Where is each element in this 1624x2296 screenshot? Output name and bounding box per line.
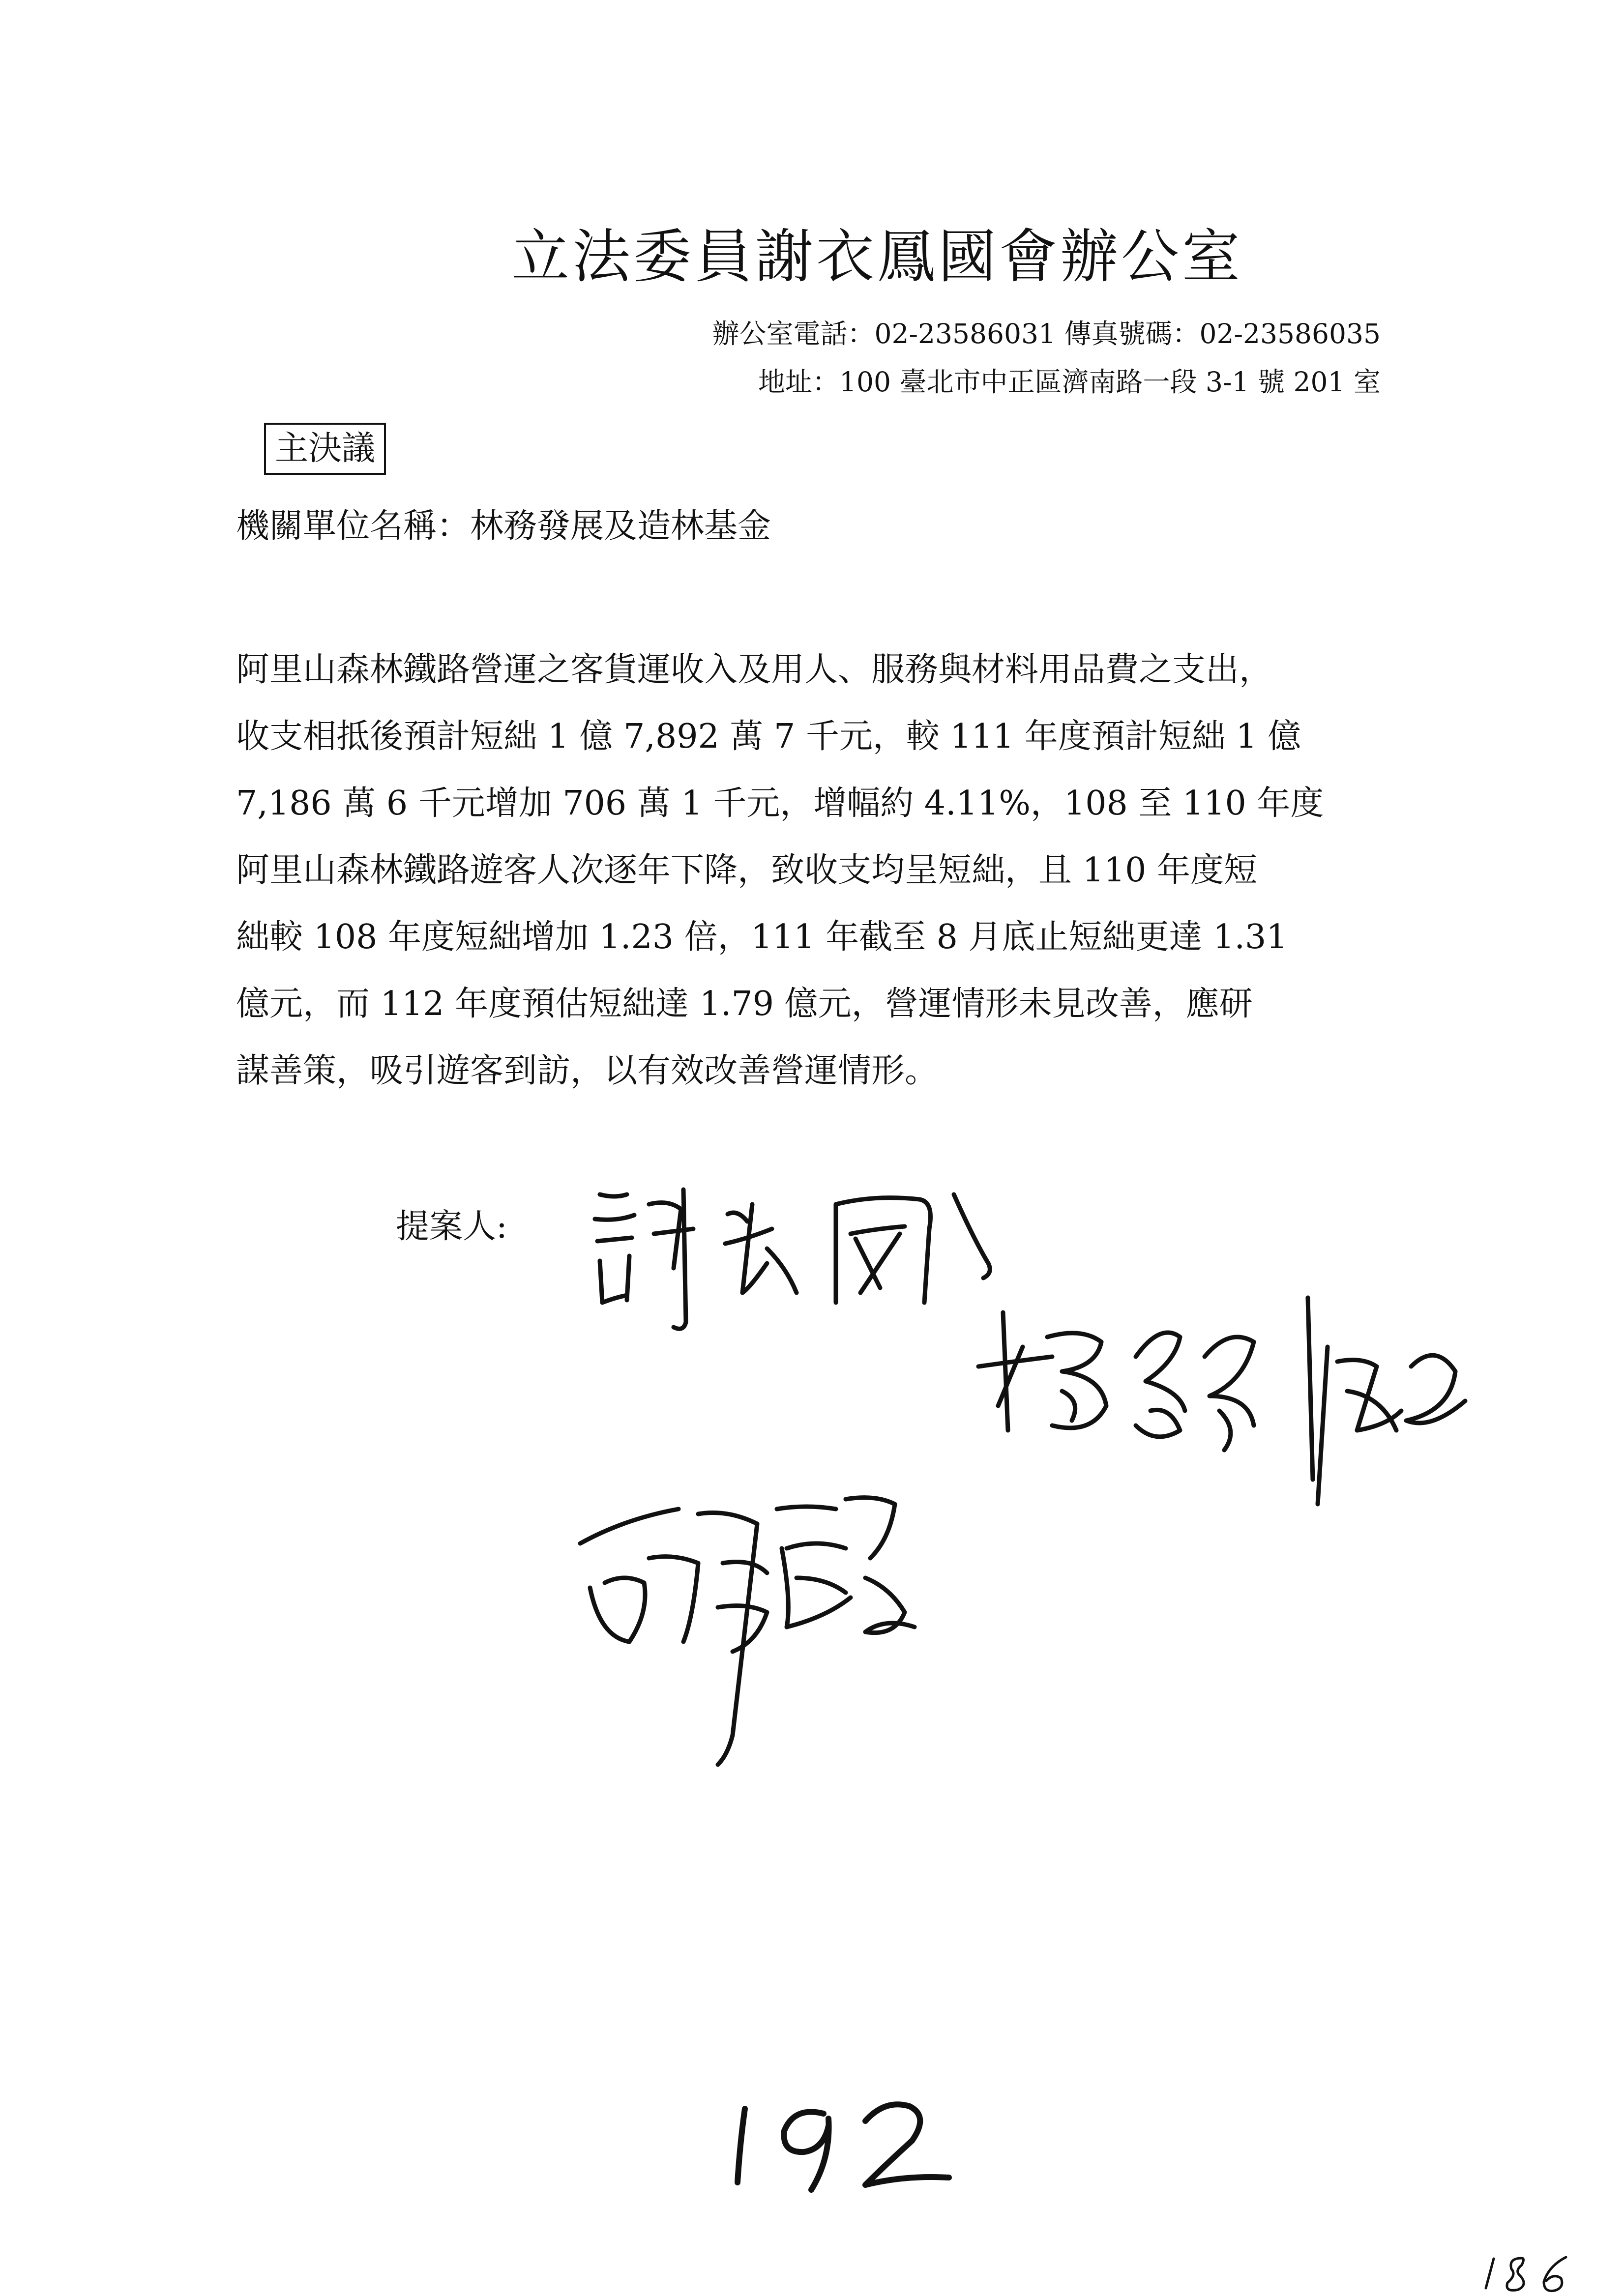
body-line: 億元，而 112 年度預估短絀達 1.79 億元，營運情形未見改善，應研 [236,985,1253,1023]
signature-2 [974,1283,1475,1529]
proposer-label: 提案人: [396,1207,507,1246]
letterhead-address: 地址：100 臺北市中正區濟南路一段 3-1 號 201 室 [758,366,1381,398]
body-line: 收支相抵後預計短絀 1 億 7,892 萬 7 千元，較 111 年度預計短絀 1 億 [236,717,1301,756]
signature-3 [570,1480,944,1779]
body-line: 阿里山森林鐵路遊客人次逐年下降，致收支均呈短絀，且 110 年度短 [236,851,1258,890]
body-line: 阿里山森林鐵路營運之客貨運收入及用人、服務與材料用品費之支出， [236,650,1273,689]
body-line: 7,186 萬 6 千元增加 706 萬 1 千元，增幅約 4.11%，108 至 110 年度 [236,784,1324,823]
agency-name-line: 機關單位名稱：林務發展及造林基金 [236,507,771,546]
letterhead-title: 立法委員謝衣鳳國會辦公室 [511,223,1243,291]
handwritten-page-number [718,2084,974,2197]
body-line: 謀善策，吸引遊客到訪，以有效改善營運情形。 [236,1051,939,1090]
body-line: 絀較 108 年度短絀增加 1.23 倍，111 年截至 8 月底止短絀更達 1.31 [236,918,1288,957]
signature-1 [580,1175,1003,1342]
resolution-type-badge: 主決議 [264,423,386,475]
letterhead-phone-fax: 辦公室電話：02-23586031 傳真號碼：02-23586035 [712,318,1381,349]
handwritten-corner-number [1480,2251,1593,2296]
